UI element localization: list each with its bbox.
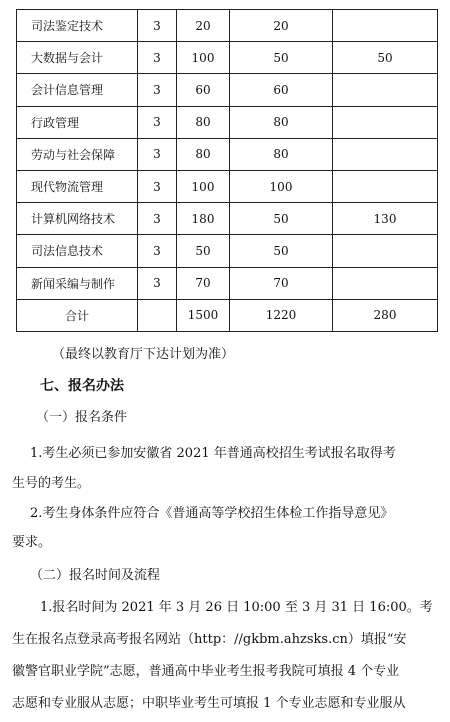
plan-general: 50 bbox=[230, 42, 333, 74]
plan-general: 80 bbox=[230, 106, 333, 138]
study-years: 3 bbox=[138, 10, 177, 42]
plan-general: 80 bbox=[230, 138, 333, 170]
plan-total: 1500 bbox=[177, 299, 230, 331]
study-years: 3 bbox=[138, 42, 177, 74]
plan-total: 80 bbox=[177, 138, 230, 170]
study-years: 3 bbox=[138, 170, 177, 202]
table-row bbox=[17, 170, 438, 202]
study-years: 3 bbox=[138, 203, 177, 235]
table-row bbox=[17, 106, 438, 138]
major-name: 新闻采编与制作 bbox=[17, 267, 138, 299]
plan-vocational bbox=[333, 267, 438, 299]
plan-note: （最终以教育厅下达计划为准） bbox=[52, 347, 235, 362]
total-label: 合计 bbox=[17, 299, 138, 331]
plan-vocational bbox=[333, 138, 438, 170]
paragraph-line: 1.报名时间为 2021 年 3 月 26 日 10:00 至 3 月 31 日 16:00。考 bbox=[40, 600, 433, 615]
plan-general: 50 bbox=[230, 203, 333, 235]
plan-vocational: 130 bbox=[333, 203, 438, 235]
enrollment-plan-table bbox=[16, 9, 438, 332]
study-years: 3 bbox=[138, 106, 177, 138]
study-years: 3 bbox=[138, 235, 177, 267]
plan-vocational bbox=[333, 235, 438, 267]
paragraph-line: 1.考生必须已参加安徽省 2021 年普通高校招生考试报名取得考 bbox=[30, 446, 396, 461]
major-name: 会计信息管理 bbox=[17, 74, 138, 106]
table-row bbox=[17, 203, 438, 235]
table-row bbox=[17, 74, 438, 106]
study-years: 3 bbox=[138, 267, 177, 299]
plan-total: 180 bbox=[177, 203, 230, 235]
plan-general: 60 bbox=[230, 74, 333, 106]
subsection-heading: （二）报名时间及流程 bbox=[30, 568, 161, 583]
paragraph-line: 志愿和专业服从志愿；中职毕业考生可填报 1 个专业志愿和专业服从 bbox=[12, 696, 406, 711]
paragraph-line: 要求。 bbox=[12, 535, 52, 550]
study-years: 3 bbox=[138, 74, 177, 106]
plan-vocational bbox=[333, 106, 438, 138]
plan-total: 100 bbox=[177, 42, 230, 74]
table-total-row bbox=[17, 299, 438, 331]
major-name: 司法鉴定技术 bbox=[17, 10, 138, 42]
plan-general: 50 bbox=[230, 235, 333, 267]
table-row bbox=[17, 10, 438, 42]
plan-total: 70 bbox=[177, 267, 230, 299]
paragraph-line: 徽警官职业学院”志愿，普通高中毕业考生报考我院可填报 4 个专业 bbox=[12, 664, 400, 679]
table-row bbox=[17, 42, 438, 74]
plan-total: 60 bbox=[177, 74, 230, 106]
major-name: 现代物流管理 bbox=[17, 170, 138, 202]
major-name: 司法信息技术 bbox=[17, 235, 138, 267]
table-row bbox=[17, 235, 438, 267]
plan-vocational: 280 bbox=[333, 299, 438, 331]
paragraph-line: 2.考生身体条件应符合《普通高等学校招生体检工作指导意见》 bbox=[30, 506, 394, 521]
table-row bbox=[17, 138, 438, 170]
study-years bbox=[138, 299, 177, 331]
plan-total: 80 bbox=[177, 106, 230, 138]
study-years: 3 bbox=[138, 138, 177, 170]
paragraph-line: 生在报名点登录高考报名网站（http：//gkbm.ahzsks.cn）填报“安 bbox=[12, 632, 407, 647]
plan-total: 100 bbox=[177, 170, 230, 202]
plan-vocational: 50 bbox=[333, 42, 438, 74]
paragraph-line: 生号的考生。 bbox=[12, 476, 91, 491]
major-name: 劳动与社会保障 bbox=[17, 138, 138, 170]
plan-general: 70 bbox=[230, 267, 333, 299]
plan-general: 100 bbox=[230, 170, 333, 202]
plan-vocational bbox=[333, 170, 438, 202]
plan-general: 20 bbox=[230, 10, 333, 42]
plan-vocational bbox=[333, 74, 438, 106]
section-heading: 七、报名办法 bbox=[40, 378, 124, 394]
major-name: 行政管理 bbox=[17, 106, 138, 138]
plan-vocational bbox=[333, 10, 438, 42]
major-name: 大数据与会计 bbox=[17, 42, 138, 74]
plan-general: 1220 bbox=[230, 299, 333, 331]
major-name: 计算机网络技术 bbox=[17, 203, 138, 235]
plan-total: 20 bbox=[177, 10, 230, 42]
table-row bbox=[17, 267, 438, 299]
subsection-heading: （一）报名条件 bbox=[36, 410, 128, 425]
plan-total: 50 bbox=[177, 235, 230, 267]
